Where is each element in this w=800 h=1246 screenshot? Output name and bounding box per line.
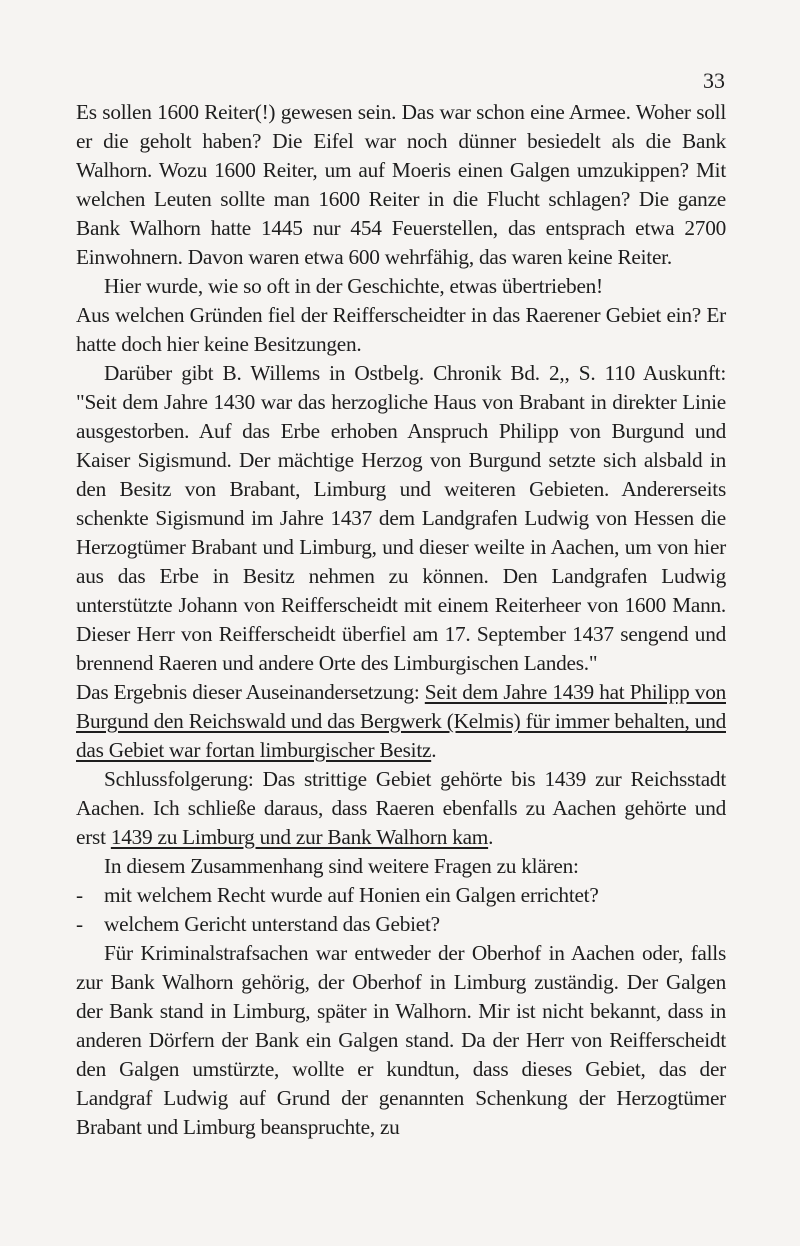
paragraph-text: . [488, 825, 494, 849]
page-number: 33 [703, 68, 725, 93]
bullet-text: welchem Gericht unterstand das Gebiet? [104, 912, 440, 936]
paragraph-7 [76, 852, 726, 881]
paragraph-text: Das Ergebnis dieser Auseinandersetzung: [76, 680, 425, 704]
body-text [76, 98, 726, 1142]
paragraph-6 [76, 765, 726, 852]
paragraph-final [76, 939, 726, 1142]
underlined-text: Seit dem Jahre 1439 hat Philipp von Burgund den Reichswald und das Bergwerk (Kelmis) für immer behalten, und das Gebiet war fortan limburgischer Besitz [76, 680, 726, 762]
paragraph-text: In diesem Zusammenhang sind weitere Fragen zu klären: [104, 854, 579, 878]
paragraph-text: Aus welchen Gründen fiel der Reifferscheidter in das Raerener Gebiet ein? Er hatte doch hier keine Besitzungen. [76, 303, 726, 356]
paragraph-text: Darüber gibt B. Willems in Ostbelg. Chronik Bd. 2,, S. 110 Auskunft: "Seit dem Jahre 1430 war das herzogliche Haus von Brabant in direkter Linie ausgestorben. Auf das Erbe erhoben Anspruch Philipp von Burgund und Kaiser Sigismund. Der mächtige Herzog von Burgund setzte sich alsbald in den Besitz von Brabant, Limburg und weiteren Gebieten. Andererseits schenkte Sigismund im Jahre 1437 dem Landgrafen Ludwig von Hessen die Herzogtümer Brabant und Limburg, und dieser weilte in Aachen, um von hier aus das Erbe in Besitz nehmen zu können. Den Landgrafen Ludwig unterstützte Johann von Reifferscheidt mit einem Reiterheer von 1600 Mann. Dieser Herr von Reifferscheidt überfiel am 17. September 1437 sengend und brennend Raeren und andere Orte des Limburgischen Landes." [76, 361, 726, 675]
bullet-item [76, 910, 726, 939]
paragraph-text: Es sollen 1600 Reiter(!) gewesen sein. Das war schon eine Armee. Woher soll er die geholt haben? Die Eifel war noch dünner besiedelt als die Bank Walhorn. Wozu 1600 Reiter, um auf Moeris einen Galgen umzukippen? Mit welchen Leuten sollte man 1600 Reiter in die Flucht schlagen? Die ganze Bank Walhorn hatte 1445 nur 454 Feuerstellen, das entsprach etwa 2700 Einwohnern. Davon waren etwa 600 wehrfähig, das waren keine Reiter. [76, 100, 726, 269]
paragraph-2 [76, 272, 726, 301]
paragraph-text: . [431, 738, 437, 762]
bullet-dash: - [76, 883, 83, 907]
paragraph-text: Für Kriminalstrafsachen war entweder der Oberhof in Aachen oder, falls zur Bank Walhorn gehörig, der Oberhof in Limburg zuständig. Der Galgen der Bank stand in Limburg, später in Walhorn. Mir ist nicht bekannt, dass in anderen Dörfern der Bank ein Galgen stand. Da der Herr von Reifferscheidt den Galgen umstürzte, wollte er kundtun, dass dieses Gebiet, das der Landgraf Ludwig auf Grund der genannten Schenkung der Herzogtümer Brabant und Limburg beanspruchte, zu [76, 941, 726, 1139]
bullet-dash: - [76, 912, 83, 936]
paragraph-text: Schlussfolgerung: Das strittige Gebiet gehörte bis 1439 zur Reichsstadt Aachen. Ich schließe daraus, dass Raeren ebenfalls zu Aachen gehörte und erst [76, 767, 726, 849]
paragraph-text: Hier wurde, wie so oft in der Geschichte, etwas übertrieben! [104, 274, 603, 298]
bullet-text: mit welchem Recht wurde auf Honien ein Galgen errichtet? [104, 883, 599, 907]
paragraph-4 [76, 359, 726, 678]
paragraph-3 [76, 301, 726, 359]
paragraph-1 [76, 98, 726, 272]
paragraph-5 [76, 678, 726, 765]
underlined-text: 1439 zu Limburg und zur Bank Walhorn kam [110, 825, 489, 849]
bullet-item [76, 881, 726, 910]
